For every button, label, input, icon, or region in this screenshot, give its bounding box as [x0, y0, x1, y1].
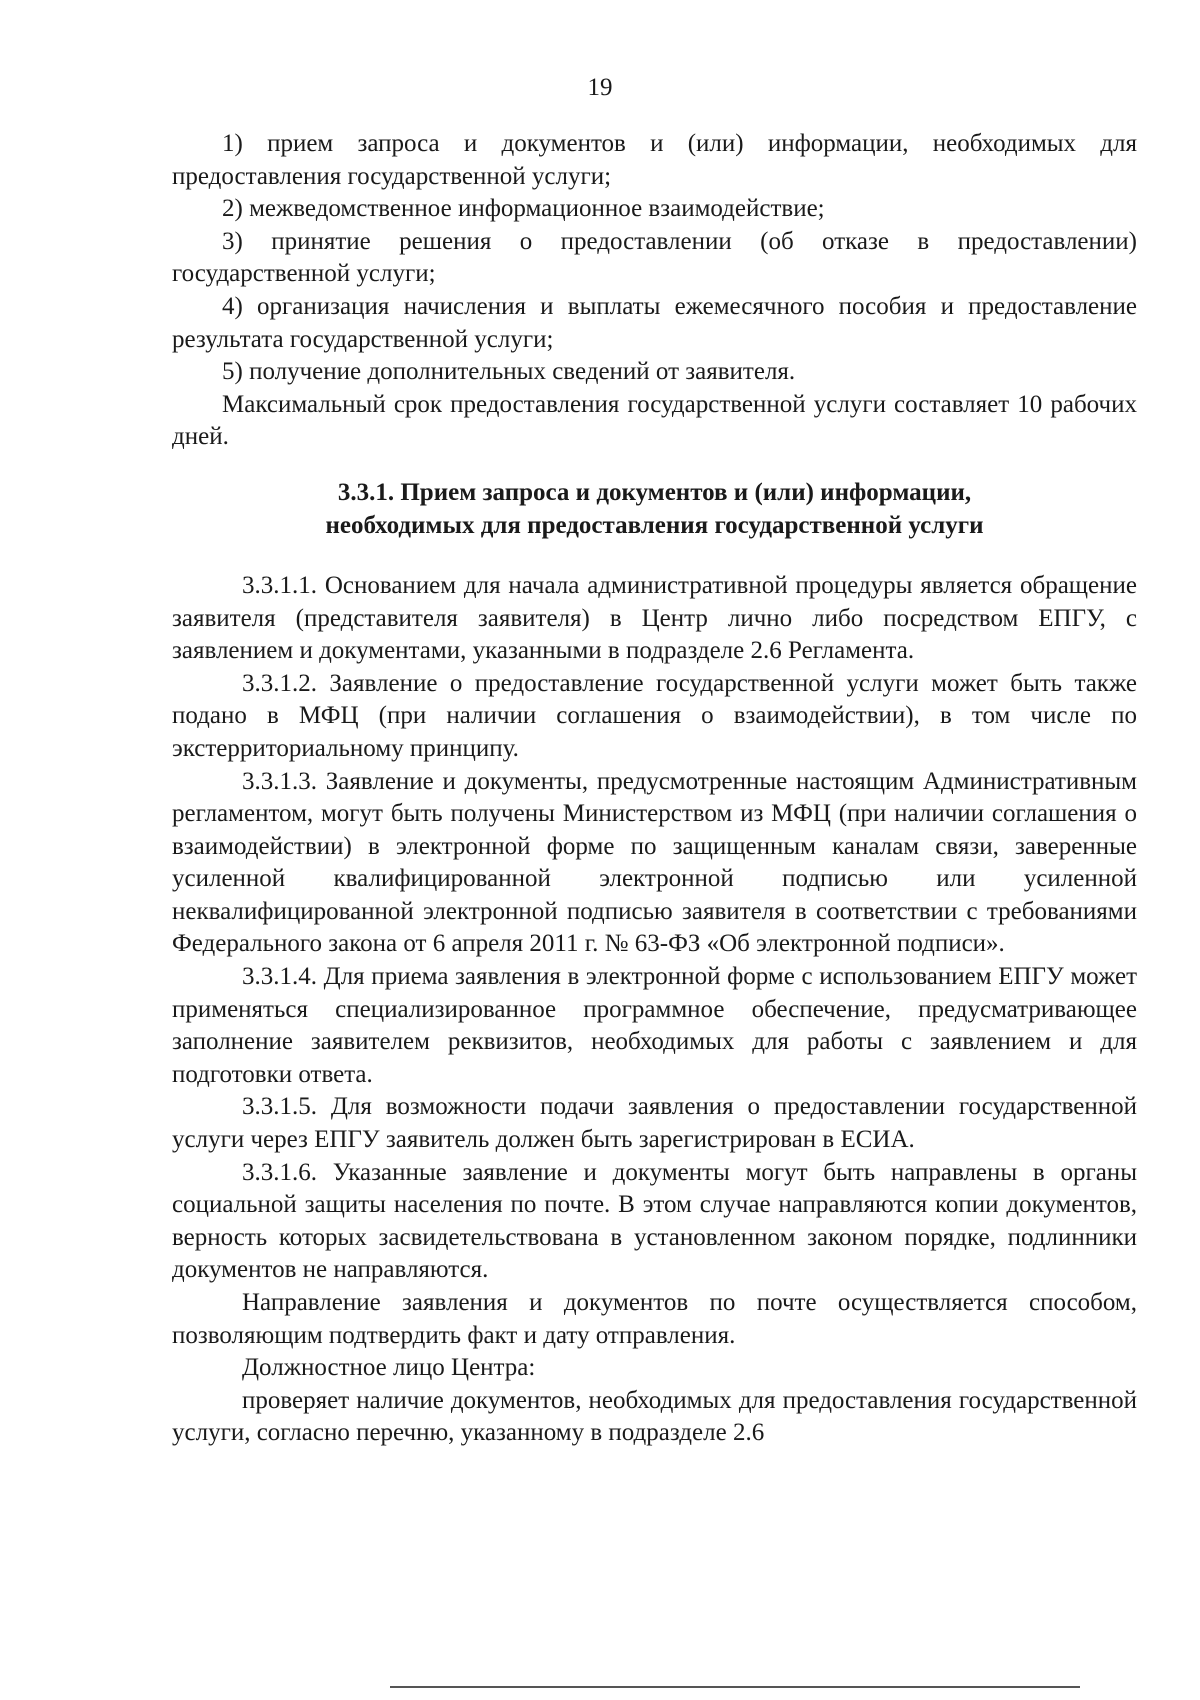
paragraph-3-3-1-5: 3.3.1.5. Для возможности подачи заявления о предоставлении государственной услуги через ЕПГУ заявитель должен быть зарегистрирован в ЕСИА. [172, 1093, 1137, 1154]
list-item-5: 5) получение дополнительных сведений от заявителя. [222, 358, 796, 386]
bottom-scan-line [390, 1686, 1080, 1688]
max-term-paragraph: Максимальный срок предоставления государственной услуги составляет 10 рабочих дней. [172, 390, 1137, 451]
document-body [172, 128, 1137, 1450]
mail-delivery-paragraph: Направление заявления и документов по почте осуществляется способом, позволяющим подтвердить факт и дату отправления. [172, 1289, 1137, 1349]
paragraph-3-3-1-1: 3.3.1.1. Основанием для начала административной процедуры является обращение заявителя (представителя заявителя) в Центр лично либо посредством ЕПГУ, с заявлением и документами, указанными в подразделе 2.6 Регламента. [172, 571, 1137, 665]
paragraph-3-3-1-3: 3.3.1.3. Заявление и документы, предусмотренные настоящим Административным регламентом, могут быть получены Министерством из МФЦ (при наличии соглашения о взаимодействии) в электронной форме по защищенным каналам связи, заверенные усиленной квалифицированной электронной подписью или усиленной неквалифицированной электронной подписью заявителя в соответствии с требованиями Федерального закона от 6 апреля 2011 г. № 63-ФЗ «Об электронной подписи». [172, 767, 1137, 958]
section-heading-line-2: необходимых для предоставления государственной услуги [325, 511, 984, 539]
list-item-3: 3) принятие решения о предоставлении (об отказе в предоставлении) государственной услуги; [172, 227, 1137, 288]
section-heading-line-1: 3.3.1. Прием запроса и документов и (или) информации, [337, 478, 972, 506]
section-heading [172, 476, 1137, 542]
list-item-1: 1) прием запроса и документов и (или) информации, необходимых для предоставления государственной услуги; [172, 130, 1137, 190]
paragraph-3-3-1-4: 3.3.1.4. Для приема заявления в электронной форме с использованием ЕПГУ может применяться специализированное программное обеспечение, предусматривающее заполнение заявителем реквизитов, необходимых для работы с заявлением и для подготовки ответа. [172, 963, 1137, 1088]
list-item-4: 4) организация начисления и выплаты ежемесячного пособия и предоставление результата государственной услуги; [172, 292, 1137, 353]
list-item-2: 2) межведомственное информационное взаимодействие; [222, 195, 825, 223]
verification-paragraph: проверяет наличие документов, необходимых для предоставления государственной услуги, согласно перечню, указанному в подразделе 2.6 [172, 1386, 1137, 1447]
paragraph-3-3-1-6: 3.3.1.6. Указанные заявление и документы могут быть направлены в органы социальной защиты населения по почте. В этом случае направляются копии документов, верность которых засвидетельствована в установленном законом порядке, подлинники документов не направляются. [172, 1158, 1137, 1284]
page-number: 19 [587, 74, 613, 101]
paragraph-3-3-1-2: 3.3.1.2. Заявление о предоставление государственной услуги может быть также подано в МФЦ (при наличии соглашения о взаимодействии), в том числе по экстерриториальному принципу. [172, 669, 1137, 762]
official-paragraph: Должностное лицо Центра: [242, 1354, 536, 1382]
